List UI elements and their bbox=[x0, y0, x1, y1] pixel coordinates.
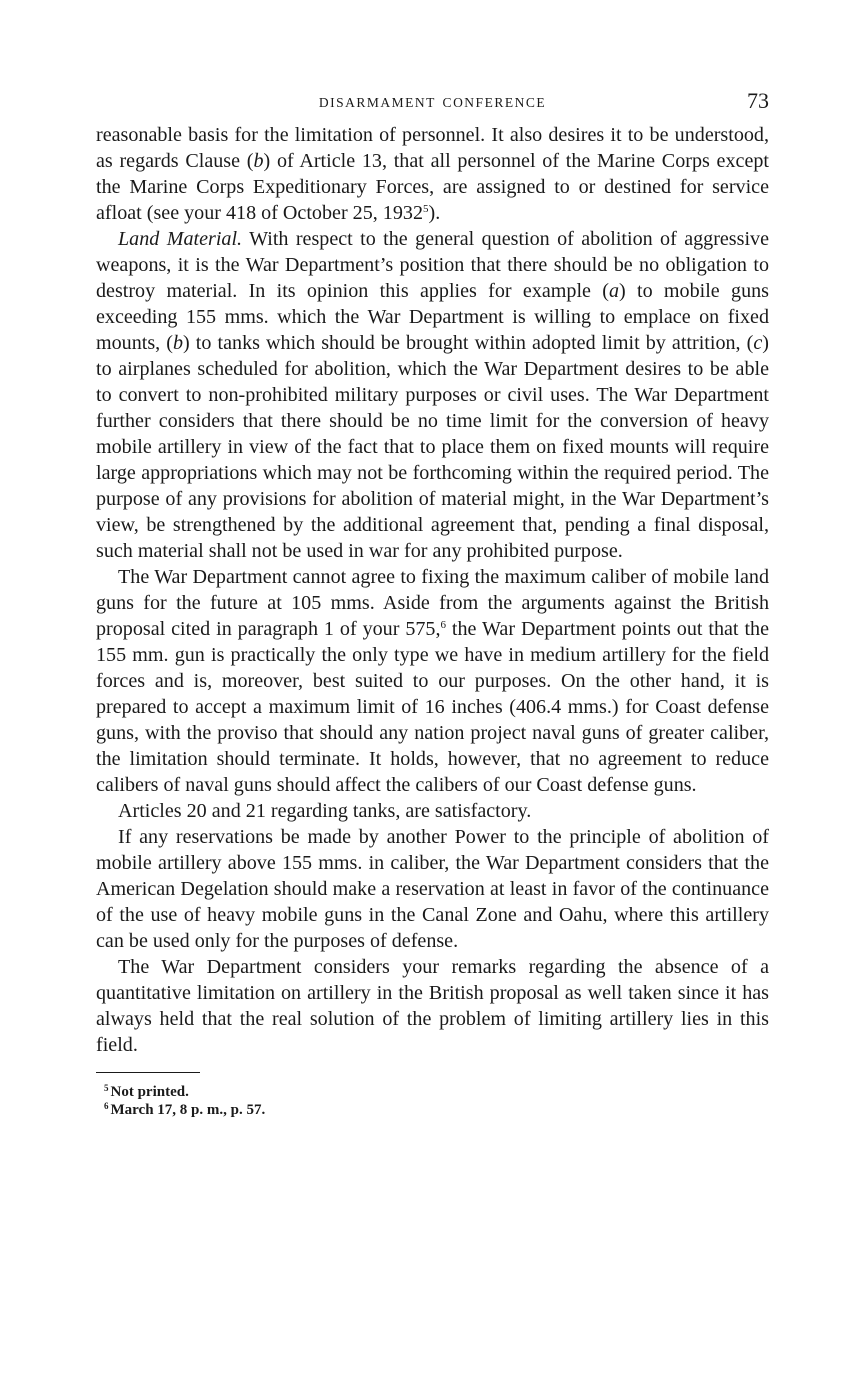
text-run: ) to mobile guns exceeding 155 mms. which the War Department is willing to emplace on fixed mounts, ( bbox=[96, 280, 769, 354]
text-run: With respect to the general question of abolition of aggressive weapons, it is the War Department’s position that there should be no obligation to destroy material. In its opinion this applies for example ( bbox=[96, 228, 769, 302]
paragraph-reservations: If any reservations be made by another Power to the principle of abolition of mobile artillery above 155 mms. in caliber, the War Department considers that the American Degelation should make a reservation at least in favor of the continuance of the use of heavy mobile guns in the Canal Zone and Oahu, where this artillery can be used only for the purposes of defense. bbox=[96, 826, 769, 952]
page-number: 73 bbox=[747, 88, 769, 113]
document-page bbox=[96, 86, 769, 1119]
italic-item-letter: b bbox=[172, 332, 184, 354]
text-run: The War Department cannot agree to fixing the maximum caliber of mobile land guns for the future at 105 mms. Aside from the arguments against the British proposal cited in paragraph 1 of your 575, bbox=[96, 566, 769, 640]
footnote-text: Not printed. bbox=[110, 1084, 189, 1100]
text-run: reasonable basis for the limitation of personnel. It also desires it to be understood, as regards Clause ( bbox=[96, 124, 769, 172]
text-run: ). bbox=[428, 202, 441, 224]
footnote bbox=[104, 1101, 769, 1119]
paragraph-quantitative-limitation: The War Department considers your remarks regarding the absence of a quantitative limitation on artillery in the British proposal as well taken since it has always held that the real solution of the problem of limiting artillery lies in this field. bbox=[96, 956, 769, 1056]
footnote bbox=[104, 1083, 769, 1101]
running-head: DISARMAMENT CONFERENCE bbox=[318, 95, 547, 110]
footnote-marker: 5 bbox=[104, 1083, 109, 1093]
page-header bbox=[96, 86, 769, 122]
italic-item-letter: a bbox=[608, 280, 619, 302]
footnote-marker: 6 bbox=[104, 1101, 109, 1111]
text-run: ) to tanks which should be brought within adopted limit by attrition, ( bbox=[183, 332, 754, 354]
footnote-divider bbox=[96, 1072, 200, 1073]
text-run: ) to airplanes scheduled for abolition, which the War Department desires to be able to convert to non-prohibited military purposes or civil uses. The War Department further considers that there should be no time limit for the conversion of heavy mobile artillery in view of the fact that to place them on fixed mounts will require large appropriations which may not be forthcoming within the required period. The purpose of any provisions for abolition of material might, in the War Department’s view, be strengthened by the additional agreement that, pending a final disposal, such material shall not be used in war for any prohibited purpose. bbox=[96, 332, 769, 562]
italic-clause-letter: b bbox=[253, 150, 264, 172]
section-title-land-material: Land Material. bbox=[118, 228, 243, 250]
paragraph-land-material bbox=[96, 226, 769, 564]
text-run: the War Department points out that the 155 mm. gun is practically the only type we have in medium artillery for the field forces and is, moreover, best suited to our purposes. On the other hand, it is prepared to accept a maximum limit of 16 inches (406.4 mms.) for Coast defense guns, with the proviso that should any nation project naval guns of greater caliber, the limitation should terminate. It holds, however, that no agreement to reduce calibers of naval guns should affect the calibers of our Coast defense guns. bbox=[96, 618, 769, 796]
body-text bbox=[96, 122, 769, 1058]
footnotes bbox=[96, 1083, 769, 1119]
paragraph-caliber bbox=[96, 564, 769, 798]
paragraph-tanks: Articles 20 and 21 regarding tanks, are satisfactory. bbox=[118, 800, 532, 822]
text-run: ) of Article 13, that all personnel of the Marine Corps except the Marine Corps Expeditionary Forces, are assigned to or destined for service afloat (see your 418 of October 25, 1932 bbox=[96, 150, 769, 224]
footnote-text: March 17, 8 p. m., p. 57. bbox=[110, 1102, 266, 1118]
footnote-ref: 5 bbox=[423, 203, 429, 215]
italic-item-letter: c bbox=[753, 332, 763, 354]
footnote-ref: 6 bbox=[440, 619, 446, 631]
paragraph-personnel bbox=[96, 122, 769, 226]
